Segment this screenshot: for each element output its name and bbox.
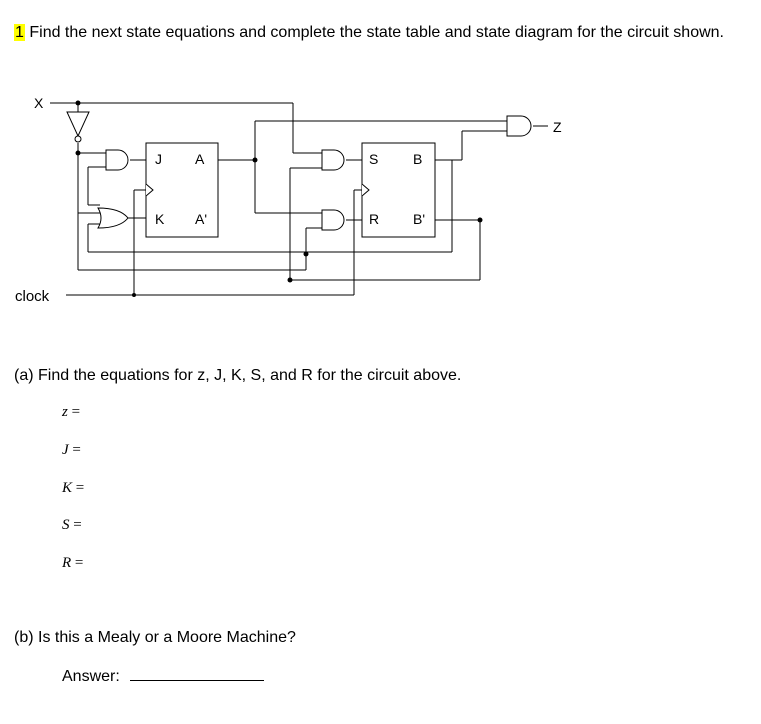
junction-dot	[76, 151, 81, 156]
circuit-diagram	[0, 0, 761, 310]
part-b-prompt: (b) Is this a Mealy or a Moore Machine?	[14, 629, 296, 646]
part-a-prompt: (a) Find the equations for z, J, K, S, and R for the circuit above.	[14, 367, 462, 384]
clock-input-icon	[362, 184, 369, 196]
output-z-label: Z	[553, 119, 562, 135]
junction-dot	[132, 293, 136, 297]
answer-field[interactable]	[130, 666, 264, 681]
problem-number: 1	[15, 24, 24, 41]
and-gate-3	[322, 210, 344, 230]
junction-dot	[288, 278, 293, 283]
equals-sign: =	[74, 555, 84, 571]
junction-dot	[253, 158, 258, 163]
and-gate-1	[106, 150, 128, 170]
equation-variable: S	[62, 517, 70, 533]
ff1-k-label: K	[155, 211, 165, 227]
clock-label: clock	[15, 288, 50, 305]
equation-k	[62, 480, 84, 497]
input-x-label: X	[34, 95, 44, 111]
ff2-r-label: R	[369, 211, 380, 227]
ff1-j-label: J	[155, 151, 162, 167]
inverter-gate	[67, 112, 89, 136]
ff1-qbar-label: A'	[195, 211, 208, 227]
equals-sign: =	[72, 442, 81, 458]
equation-r	[62, 555, 83, 572]
equals-sign: =	[75, 480, 85, 496]
junction-dot	[304, 252, 309, 257]
equation-s	[62, 517, 82, 534]
equation-z	[62, 404, 80, 421]
equals-sign: =	[73, 517, 82, 533]
or-gate	[98, 208, 128, 228]
ff2-qbar-label: B'	[413, 211, 426, 227]
equation-variable: K	[62, 480, 73, 496]
equals-sign: =	[71, 404, 81, 420]
ff2-s-label: S	[369, 151, 379, 167]
equation-variable: z	[62, 404, 68, 420]
junction-dot	[76, 101, 81, 106]
answer-row	[62, 666, 264, 686]
equation-j	[62, 442, 81, 459]
and-gate-2	[322, 150, 344, 170]
answer-label: Answer:	[62, 668, 120, 685]
inverter-bubble	[75, 136, 81, 142]
ff2-q-label: B	[413, 151, 423, 167]
problem-statement: Find the next state equations and complete the state table and state diagram for the circuit shown.	[29, 24, 724, 41]
and-gate-z	[507, 116, 531, 136]
clock-input-icon	[146, 184, 153, 196]
equation-variable: R	[62, 555, 72, 571]
ff1-q-label: A	[195, 151, 205, 167]
junction-dot	[478, 218, 483, 223]
equation-variable: J	[62, 442, 69, 458]
